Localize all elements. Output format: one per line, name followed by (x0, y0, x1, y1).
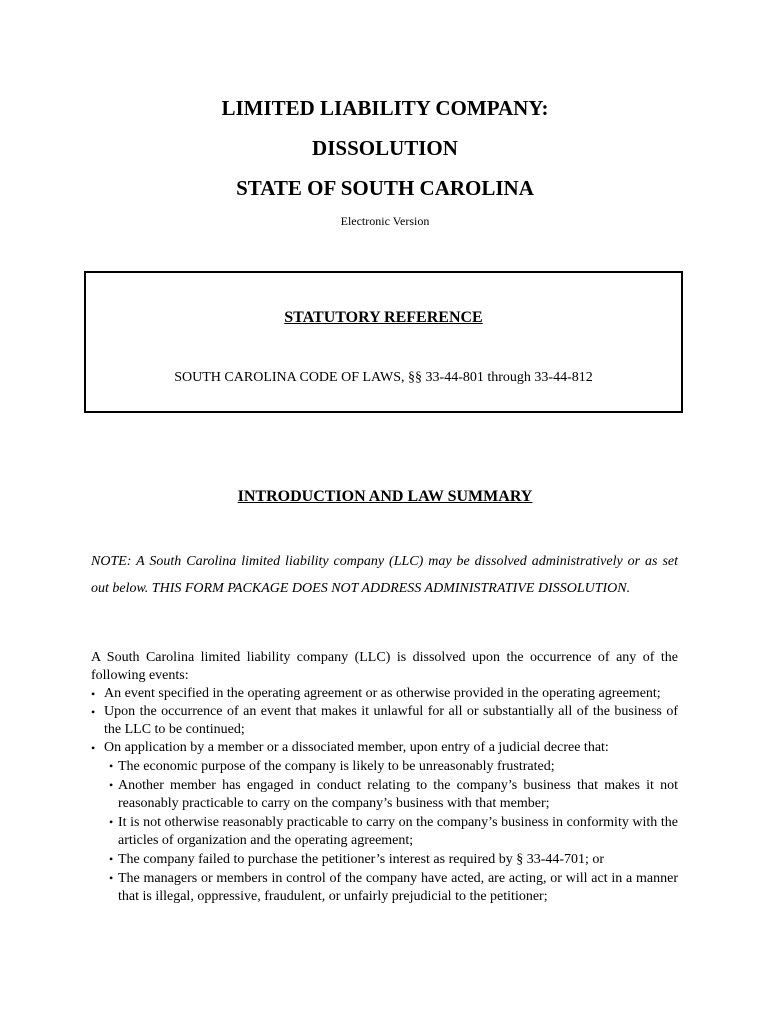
list-item: • Another member has engaged in conduct relating to the company’s business that makes it not reasonably practicable to carry on the company’s business with that member; (91, 776, 678, 813)
list-item: • Upon the occurrence of an event that makes it unlawful for all or substantially all of the business of the LLC to be continued; (91, 703, 678, 739)
list-item: • The managers or members in control of the company have acted, are acting, or will act in a manner that is illegal, oppressive, fraudulent, or unfairly prejudicial to the petitioner; (91, 869, 678, 906)
statutory-reference-heading: STATUTORY REFERENCE (284, 309, 483, 326)
document-subtitle: Electronic Version (340, 214, 430, 228)
statutory-reference-text: SOUTH CAROLINA CODE OF LAWS, §§ 33-44-801 through 33-44-812 (174, 370, 593, 385)
document-title-line-2: DISSOLUTION (312, 136, 458, 160)
list-item: • The economic purpose of the company is likely to be unreasonably frustrated; (91, 757, 678, 776)
decree-conditions-list (91, 757, 678, 906)
document-title-line-3: STATE OF SOUTH CAROLINA (236, 176, 534, 200)
list-item: • The company failed to purchase the petitioner’s interest as required by § 33-44-701; or (91, 850, 678, 869)
list-item (91, 739, 678, 906)
dissolution-summary (91, 649, 678, 906)
administrative-dissolution-note: NOTE: A South Carolina limited liability company (LLC) may be dissolved administratively or as set out below. THIS FORM PACKAGE DOES NOT ADDRESS ADMINISTRATIVE DISSOLUTION. (91, 554, 678, 596)
document-title-line-1: LIMITED LIABILITY COMPANY: (221, 96, 549, 120)
list-item: • It is not otherwise reasonably practicable to carry on the company’s business in conformity with the articles of organization and the operating agreement; (91, 813, 678, 850)
dissolution-events-list (91, 685, 678, 906)
statutory-reference-box (84, 271, 683, 413)
intro-paragraph: A South Carolina limited liability company (LLC) is dissolved upon the occurrence of any of the following events: (91, 650, 678, 683)
list-item-text: On application by a member or a dissociated member, upon entry of a judicial decree that: (104, 740, 609, 755)
list-item: • An event specified in the operating agreement or as otherwise provided in the operating agreement; (91, 685, 678, 703)
introduction-heading: INTRODUCTION AND LAW SUMMARY (237, 488, 533, 505)
